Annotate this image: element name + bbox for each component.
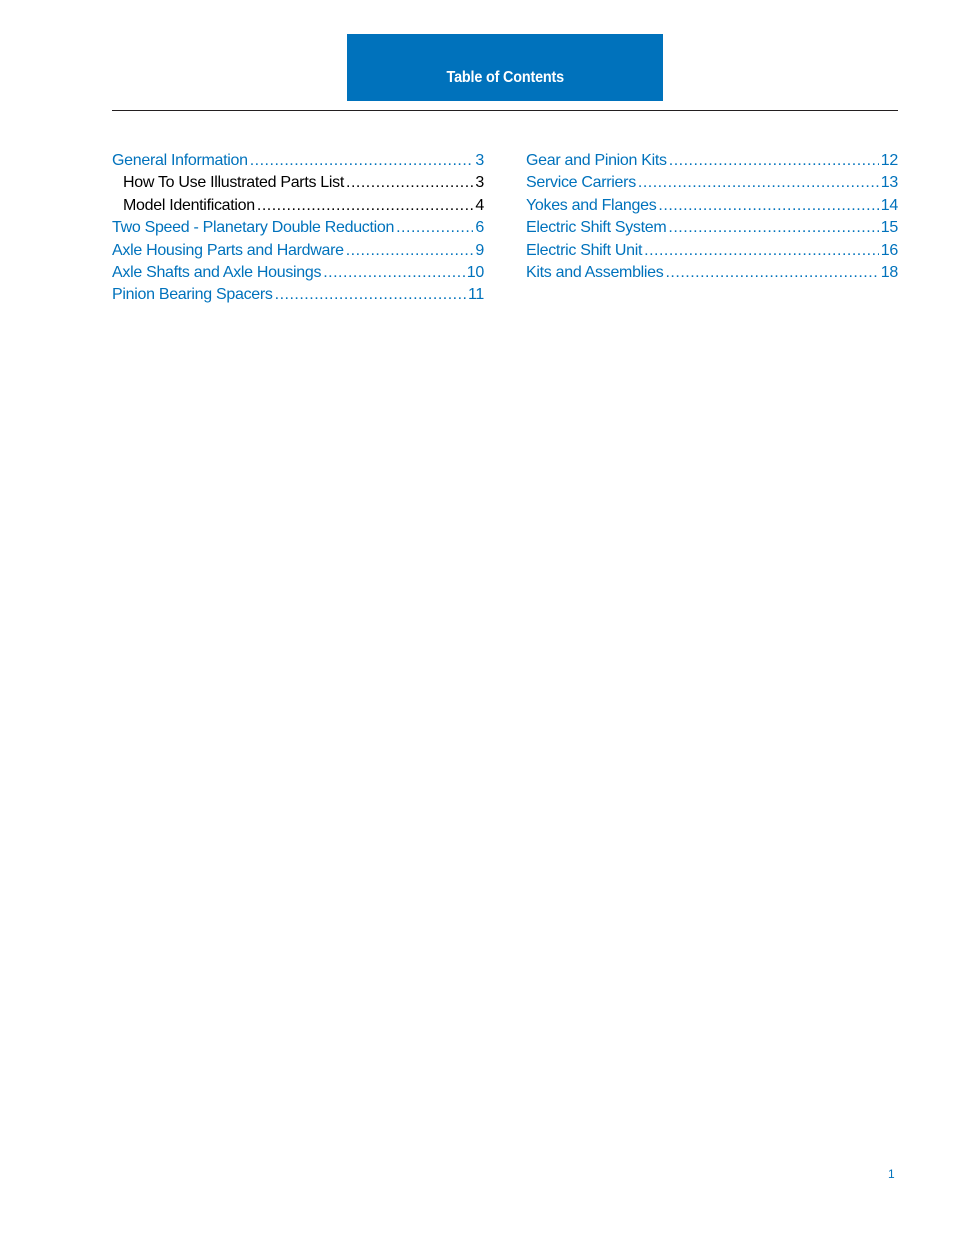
toc-leader-dots (250, 150, 474, 172)
toc-leader-dots (644, 240, 879, 262)
toc-leader-dots (257, 195, 474, 217)
toc-entry[interactable] (112, 150, 484, 172)
header-banner (347, 34, 663, 101)
toc-entry[interactable] (112, 284, 484, 306)
toc-entry-title: Kits and Assemblies (526, 263, 664, 281)
toc-entry-page: 3 (475, 174, 484, 192)
toc-entry-title: Gear and Pinion Kits (526, 152, 667, 169)
toc-entry[interactable] (526, 240, 898, 262)
toc-entry-title: Axle Shafts and Axle Housings (112, 263, 322, 281)
toc-entry[interactable] (112, 240, 484, 262)
toc-entry-title: Axle Housing Parts and Hardware (112, 241, 344, 259)
toc-column-left (112, 150, 484, 307)
toc-entry-page: 9 (475, 241, 484, 259)
toc-entry-page: 16 (880, 241, 898, 259)
toc-entry-title: General Information (112, 152, 248, 169)
toc-entry-page: 3 (475, 152, 484, 169)
toc-entry-page: 13 (880, 174, 898, 192)
toc-entry[interactable] (526, 262, 898, 284)
toc-entry-title: Model Identification (123, 196, 255, 214)
toc-entry[interactable] (526, 150, 898, 172)
header-divider (112, 110, 898, 111)
toc-entry[interactable] (526, 195, 898, 217)
toc-entry[interactable] (112, 262, 484, 284)
toc-entry-page: 15 (880, 219, 898, 237)
toc-leader-dots (323, 262, 465, 284)
toc-leader-dots (275, 284, 466, 306)
toc-entry[interactable] (112, 172, 484, 194)
toc-leader-dots (668, 217, 878, 239)
toc-entry-title: Yokes and Flanges (526, 196, 657, 214)
toc-entry[interactable] (526, 217, 898, 239)
toc-entry-page: 4 (475, 196, 484, 214)
toc-entry[interactable] (112, 217, 484, 239)
toc-entry-page: 6 (475, 219, 484, 237)
toc-leader-dots (346, 240, 474, 262)
toc-entry-title: Two Speed - Planetary Double Reduction (112, 219, 395, 237)
toc-leader-dots (658, 195, 878, 217)
page-title: Table of Contents (446, 69, 564, 86)
toc-entry-page: 14 (880, 196, 898, 214)
toc-column-right (526, 150, 898, 284)
toc-entry-page: 18 (880, 263, 898, 281)
toc-leader-dots (669, 150, 879, 172)
toc-leader-dots (665, 262, 878, 284)
toc-entry-page: 10 (466, 263, 484, 281)
toc-entry-title: Electric Shift Unit (526, 241, 643, 259)
toc-leader-dots (396, 217, 473, 239)
page-number: 1 (888, 1167, 895, 1181)
toc-leader-dots (638, 172, 879, 194)
toc-leader-dots (346, 172, 473, 194)
toc-entry-title: Pinion Bearing Spacers (112, 286, 273, 304)
toc-entry-page: 12 (880, 152, 898, 169)
toc-entry-title: How To Use Illustrated Parts List (123, 174, 345, 192)
toc-entry-title: Service Carriers (526, 174, 636, 192)
toc-entry-page: 11 (467, 286, 484, 304)
toc-entry[interactable] (112, 195, 484, 217)
toc-entry[interactable] (526, 172, 898, 194)
toc-entry-title: Electric Shift System (526, 219, 667, 237)
